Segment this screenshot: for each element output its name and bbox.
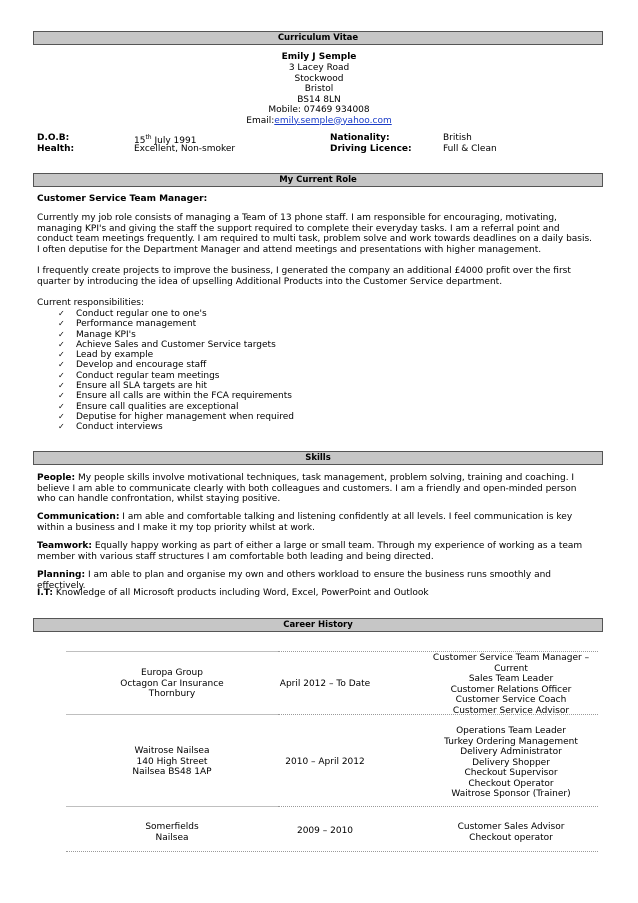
responsibilities-list (58, 309, 294, 433)
address-line-3: Bristol (304, 84, 334, 94)
email-link[interactable]: emily.semple@yahoo.com (274, 115, 392, 126)
health-label: Health: (37, 144, 75, 154)
roles-2 (418, 726, 604, 800)
table-rule (66, 651, 278, 652)
table-rule (66, 806, 278, 807)
candidate-name: Emily J Semple (281, 52, 357, 62)
table-rule (278, 714, 598, 715)
employer-line: Thornbury (148, 689, 196, 699)
skill-people-text: My people skills involve motivational techniques, task management, problem solving, training and coaching. I believe I am able to communicate clearly with both colleagues and customers. I am a friendly and open-minded person who can handle confrontation, whilst staying positive. (37, 473, 577, 505)
current-role-heading: My Current Role (279, 175, 357, 185)
licence-label: Driving Licence: (330, 144, 412, 154)
roles-3 (418, 822, 604, 843)
check-icon: ✓ (58, 309, 65, 318)
skill-planning-text: I am able to plan and organise my own and others workload to ensure the business runs smoothly and effectively. (37, 570, 552, 591)
licence-value: Full & Clean (443, 144, 497, 154)
nationality-label: Nationality: (330, 133, 390, 143)
list-item: ✓ Conduct interviews (58, 422, 163, 433)
dob-day: 15 (134, 136, 146, 146)
list-item: ✓ Achieve Sales and Customer Service targets (58, 339, 276, 350)
table-rule (66, 714, 278, 715)
skill-it-text: Knowledge of all Microsoft products including Word, Excel, PowerPoint and Outlook (53, 588, 429, 598)
list-item: ✓ Deputise for higher management when required (58, 411, 294, 422)
role-line: Delivery Administrator (460, 747, 562, 757)
address-line-4: BS14 8LN (297, 94, 341, 105)
role-line: Customer Sales Advisor (457, 822, 565, 832)
dob-rest: July 1991 (151, 136, 197, 146)
dates-1: April 2012 – To Date (279, 679, 371, 689)
check-icon: ✓ (58, 422, 65, 432)
role-paragraph-1b: I often deputise for the Department Manager and attend meetings and presentations with higher management. (37, 245, 542, 255)
employer-line: 140 High Street (136, 756, 208, 767)
check-icon: ✓ (58, 370, 65, 380)
email-line (0, 116, 638, 127)
dob-label: D.O.B: (37, 133, 70, 143)
table-rule (66, 851, 598, 852)
skills-bar (33, 451, 603, 465)
career-heading: Career History (283, 620, 353, 630)
dates-3: 2009 – 2010 (296, 826, 354, 836)
role-line: Customer Service Coach (455, 695, 567, 705)
skill-teamwork-text: Equally happy working as part of either a large or small team. Through my experience of working as a team member with various staff structures I am comfortable both leading and being directed. (37, 541, 583, 562)
skill-people-label: People: (37, 473, 76, 483)
dob-suffix: th (145, 134, 152, 141)
nationality-value: British (443, 133, 472, 143)
skill-people (37, 473, 597, 505)
employer-line: Nailsea BS48 1AP (132, 767, 212, 777)
check-icon: ✓ (58, 319, 65, 329)
employer-line: Somerfields (145, 822, 199, 832)
skill-planning-label: Planning: (37, 570, 86, 580)
list-item: ✓ Develop and encourage staff (58, 360, 207, 371)
check-icon: ✓ (58, 381, 65, 391)
check-icon: ✓ (58, 339, 65, 349)
dates-2: 2010 – April 2012 (285, 757, 365, 767)
cv-title: Curriculum Vitae (277, 33, 359, 43)
employer-line: Octagon Car Insurance (120, 678, 224, 689)
skill-teamwork-label: Teamwork: (37, 541, 93, 551)
employer-line: Nailsea (155, 832, 189, 843)
responsibilities-label: Current responsibilities: (37, 298, 145, 308)
role-paragraph-2: I frequently create projects to improve the business, I generated the company an additional £4000 profit over the first quarter by introducing the idea of upselling Additional Products into the Customer Service department. (37, 266, 571, 287)
skill-teamwork (37, 541, 597, 562)
skill-communication-text: I am able and comfortable talking and listening confidently at all levels. I feel communication is key within a business and I make it my top priority whilst at work. (37, 512, 573, 533)
employer-line: Waitrose Nailsea (134, 746, 210, 756)
table-rule (278, 651, 598, 652)
address-line-1: 3 Lacey Road (288, 63, 350, 73)
health-value: Excellent, Non-smoker (134, 144, 236, 154)
check-icon: ✓ (58, 329, 65, 339)
check-icon: ✓ (58, 350, 65, 360)
skill-it (37, 588, 597, 599)
role-line: Waitrose Sponsor (Trainer) (451, 789, 571, 799)
role-line: Checkout operator (469, 832, 553, 843)
list-item: ✓ Conduct regular team meetings (58, 370, 220, 381)
role-paragraph-1: Currently my job role consists of managing a Team of 13 phone staff. I am responsible for encouraging, motivating, managing KPI's and giving the staff the support required to complete their everyday tasks. I am a referral point and conduct team meetings frequently. I am required to multi task, problem solve and work towards deadlines on a daily basis. (37, 213, 593, 245)
role-line: Operations Team Leader (456, 726, 566, 736)
role-line: Delivery Shopper (472, 757, 550, 768)
mobile-number: Mobile: 07469 934008 (268, 105, 370, 115)
role-line: Customer Service Team Manager – Current (432, 653, 590, 674)
list-item: ✓ Manage KPI's (58, 329, 136, 340)
role-line: Customer Relations Officer (450, 684, 572, 695)
check-icon: ✓ (58, 391, 65, 401)
email-label: Email: (246, 115, 275, 126)
career-bar (33, 618, 603, 632)
job-title: Customer Service Team Manager: (37, 194, 208, 204)
check-icon: ✓ (58, 411, 65, 421)
role-line: Checkout Supervisor (464, 768, 558, 778)
address-line-2: Stockwood (294, 73, 344, 84)
skill-communication (37, 512, 597, 533)
roles-1 (418, 653, 604, 716)
list-item: ✓ Performance management (58, 319, 197, 330)
check-icon: ✓ (58, 401, 65, 411)
list-item: ✓ Lead by example (58, 350, 154, 361)
role-line: Sales Team Leader (468, 674, 554, 684)
current-role-bar (33, 173, 603, 187)
list-item: ✓ Conduct regular one to one's (58, 309, 207, 319)
list-item: ✓ Ensure all calls are within the FCA requirements (58, 391, 292, 402)
list-item: ✓ Ensure call qualities are exceptional (58, 401, 239, 412)
skill-communication-label: Communication: (37, 512, 120, 522)
table-rule (278, 806, 598, 807)
check-icon: ✓ (58, 360, 65, 370)
role-line: Customer Service Advisor (452, 705, 570, 716)
skill-it-label: I.T: (37, 588, 54, 598)
list-item: ✓ Ensure all SLA targets are hit (58, 381, 208, 392)
role-line: Turkey Ordering Management (444, 736, 578, 747)
cv-title-bar (33, 31, 603, 45)
role-line: Checkout Operator (468, 778, 554, 789)
employer-line: Europa Group (141, 668, 203, 678)
skills-heading: Skills (305, 453, 331, 463)
